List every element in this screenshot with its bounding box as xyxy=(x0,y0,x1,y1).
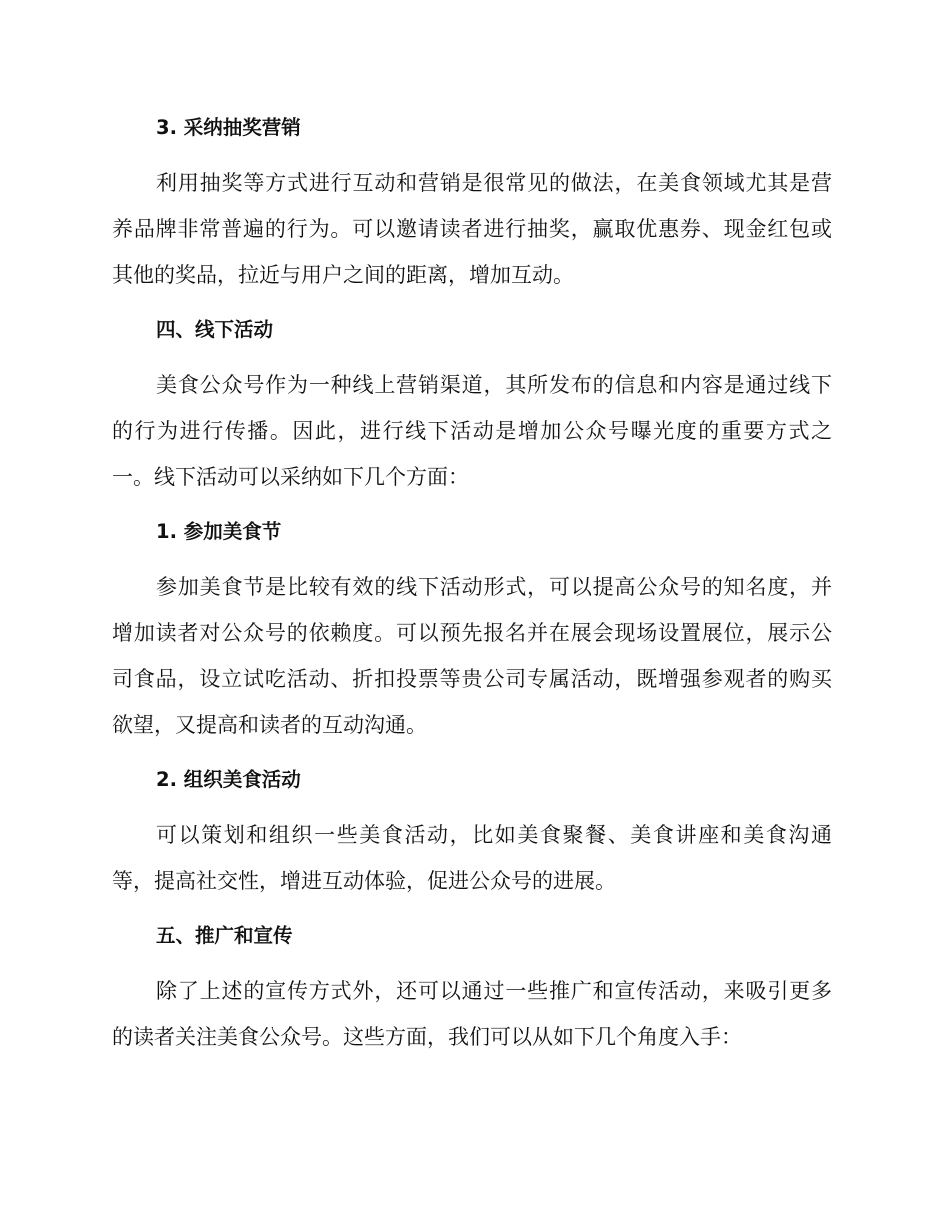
paragraph-line: 等，提高社交性，增进互动体验，促进公众号的进展。 xyxy=(112,869,616,893)
section-heading: 2. 组织美食活动 xyxy=(156,768,301,791)
paragraph-line: 其他的奖品，拉近与用户之间的距离，增加互动。 xyxy=(112,263,574,287)
paragraph-line: 的行为进行传播。因此，进行线下活动是增加公众号曝光度的重要方式之 xyxy=(112,419,832,443)
paragraph-line: 可以策划和组织一些美食活动，比如美食聚餐、美食讲座和美食沟通 xyxy=(156,823,832,847)
section-heading: 四、线下活动 xyxy=(156,318,274,341)
document-body xyxy=(112,108,832,1072)
section-heading: 3. 采纳抽奖营销 xyxy=(156,116,301,139)
paragraph xyxy=(112,968,832,1060)
paragraph-line: 欲望，又提高和读者的互动沟通。 xyxy=(112,713,427,737)
paragraph-line: 利用抽奖等方式进行互动和营销是很常见的做法，在美食领域尤其是营 xyxy=(156,171,832,195)
section-heading: 五、推广和宣传 xyxy=(156,924,293,947)
section-heading: 1. 参加美食节 xyxy=(156,520,282,543)
paragraph-line: 增加读者对公众号的依赖度。可以预先报名并在展会现场设置展位，展示公 xyxy=(112,621,832,645)
paragraph xyxy=(112,362,832,500)
paragraph xyxy=(112,160,832,298)
paragraph-line: 一。线下活动可以采纳如下几个方面： xyxy=(112,465,469,489)
paragraph xyxy=(112,564,832,748)
paragraph-line: 养品牌非常普遍的行为。可以邀请读者进行抽奖，赢取优惠券、现金红包或 xyxy=(112,217,832,241)
paragraph-line: 美食公众号作为一种线上营销渠道，其所发布的信息和内容是通过线下 xyxy=(156,373,832,397)
paragraph-line: 的读者关注美食公众号。这些方面，我们可以从如下几个角度入手： xyxy=(112,1025,742,1049)
paragraph-line: 参加美食节是比较有效的线下活动形式，可以提高公众号的知名度，并 xyxy=(156,575,832,599)
paragraph-line: 除了上述的宣传方式外，还可以通过一些推广和宣传活动，来吸引更多 xyxy=(156,979,832,1003)
paragraph xyxy=(112,812,832,904)
paragraph-line: 司食品，设立试吃活动、折扣投票等贵公司专属活动，既增强参观者的购买 xyxy=(112,667,832,691)
